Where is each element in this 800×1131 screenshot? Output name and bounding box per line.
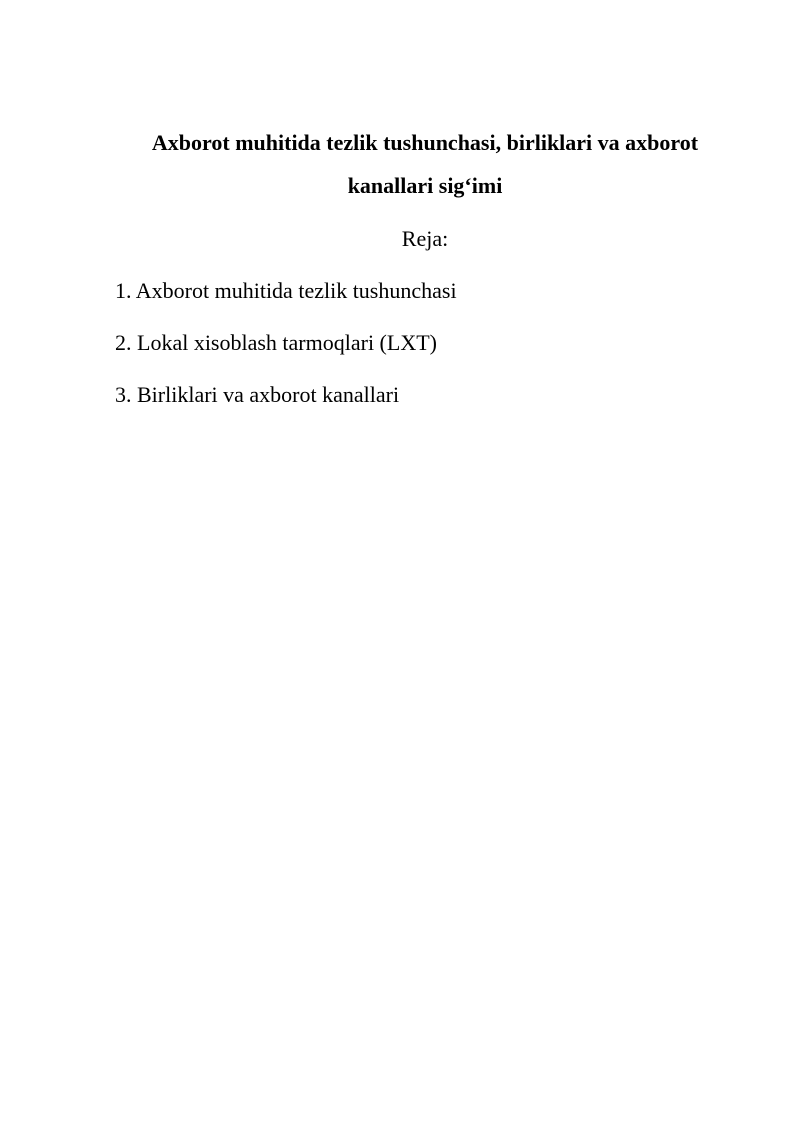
plan-heading: Reja: <box>401 226 449 251</box>
document-title-line-1: Axborot muhitida tezlik tushunchasi, birliklari va axborot <box>151 130 699 155</box>
document-title-line-2: kanallari sig‘imi <box>347 173 503 198</box>
plan-item-1: 1. Axborot muhitida tezlik tushunchasi <box>115 278 457 303</box>
plan-item-2: 2. Lokal xisoblash tarmoqlari (LXT) <box>115 330 437 355</box>
plan-item-3: 3. Birliklari va axborot kanallari <box>115 382 400 407</box>
